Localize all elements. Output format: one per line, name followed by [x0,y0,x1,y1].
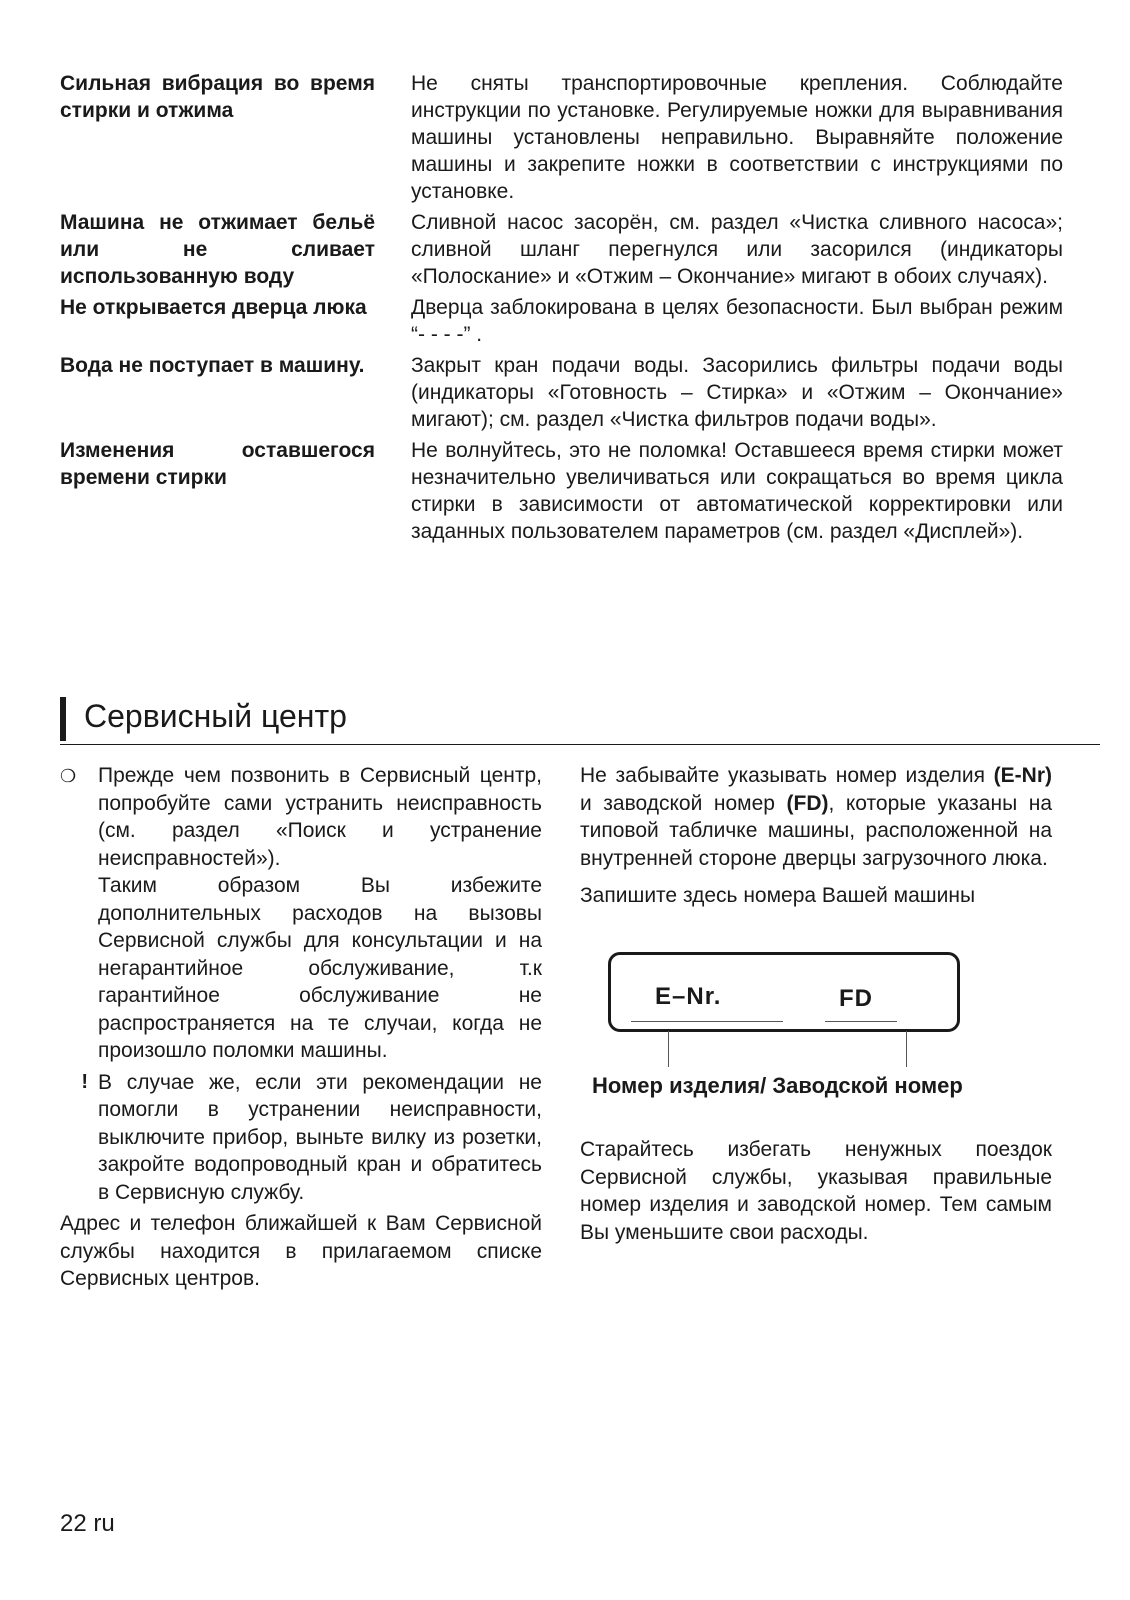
remedy-text: Сливной насос засорён, см. раздел «Чистка сливного насоса»; сливной шланг перегнулся или засорился (индикаторы «Полоскание» и «Отжим – Окончание» мигают в обоих случаях). [411,211,1063,288]
remedy-text: Не сняты транспортировочные крепления. Соблюдайте инструкции по установке. Регулируемые ножки для выравнивания машины установлены неправильно. Выравняйте положение машины и закрепите ножки в соответствии с инструкциями по установке. [411,72,1063,203]
fault-description: Сильная вибрация во время стирки и отжима [60,72,375,122]
heading-bar [60,697,66,741]
reminder-pre: Не забывайте указывать номер изделия [580,764,994,787]
service-right-column [580,762,1052,910]
remedy-text: Дверца заблокирована в целях безопасности. Был выбран режим “- - - -” . [411,296,1063,346]
bullet-text: Прежде чем позвонить в Сервисный центр, попробуйте сами устранить неисправность (см. раздел «Поиск и устранение неисправностей»). [98,764,542,870]
warning-text: В случае же, если эти рекомендации не помогли в устранении неисправности, выключите прибор, выньте вилку из розетки, закройте водопроводный кран и обратитесь в Сервисную службу. [98,1070,542,1204]
section-title: Сервисный центр [84,698,347,734]
reminder-post: , которые указаны на типовой табличке машины, расположенной на внутренней стороне дверцы загрузочного люка. [580,791,1052,870]
bullet-text-continued: Таким образом Вы избежите дополнительных расходов на вызовы Сервисной службы для консультации и на негарантийное обслуживание, т.к гарантийное обслуживание не распространяется на те случаи, когда не произошло поломки машины. [98,874,542,1062]
type-plate-box [608,952,960,1032]
section-heading [60,695,1100,745]
fault-description: Вода не поступает в машину. [60,354,365,377]
troubleshooting-table [60,70,1070,549]
troubleshooting-row [60,209,1070,290]
warning-icon: ! [81,1070,88,1093]
troubleshooting-row [60,70,1070,205]
enr-leader-line [668,1031,669,1067]
page-number: 22 ru [60,1510,115,1537]
remedy-text: Не волнуйтесь, это не поломка! Оставшееся время стирки может незначительно увеличиваться или сокращаться во время цикла стирки в зависимости от автоматической корректировки или заданных пользователем параметров (см. раздел «Дисплей»). [411,439,1063,543]
remedy-text: Закрыт кран подачи воды. Засорились фильтры подачи воды (индикаторы «Готовность – Стирка» и «Отжим – Окончание» мигают); см. раздел «Чистка фильтров подачи воды». [411,354,1063,431]
plate-fd-label: FD [839,985,873,1012]
fd-code: (FD) [786,791,829,815]
fd-leader-line [906,1031,907,1067]
service-left-column [60,762,542,1293]
heading-rule [60,744,1100,745]
troubleshooting-row [60,352,1070,433]
bullet-item [60,762,542,1065]
reminder-mid: и заводской номер [580,791,787,815]
advice-text: Старайтесь избегать ненужных поездок Сервисной службы, указывая правильные номер изделия и заводской номер. Тем самым Вы уменьшите свои расходы. [580,1138,1052,1244]
fault-description: Не открывается дверца люка [60,296,367,319]
address-text: Адрес и телефон ближайшей к Вам Сервисной службы находится в прилагаемом списке Сервисных центров. [60,1212,542,1290]
enr-underline [631,1021,783,1022]
fault-description: Изменения оставшегося времени стирки [60,439,375,489]
troubleshooting-row [60,437,1070,545]
enr-code: (E-Nr) [993,764,1052,787]
record-text: Запишите здесь номера Вашей машины [580,884,976,907]
fault-description: Машина не отжимает бельё или не сливает использованную воду [60,211,375,288]
service-right-column-lower [580,1136,1052,1246]
reminder-text [580,762,1052,872]
plate-enr-label: E–Nr. [655,983,722,1010]
fd-underline [825,1021,897,1022]
troubleshooting-row [60,294,1070,348]
warning-item [60,1069,542,1207]
plate-caption: Номер изделия/ Заводской номер [592,1073,963,1098]
bullet-circle-icon: ❍ [60,766,77,786]
